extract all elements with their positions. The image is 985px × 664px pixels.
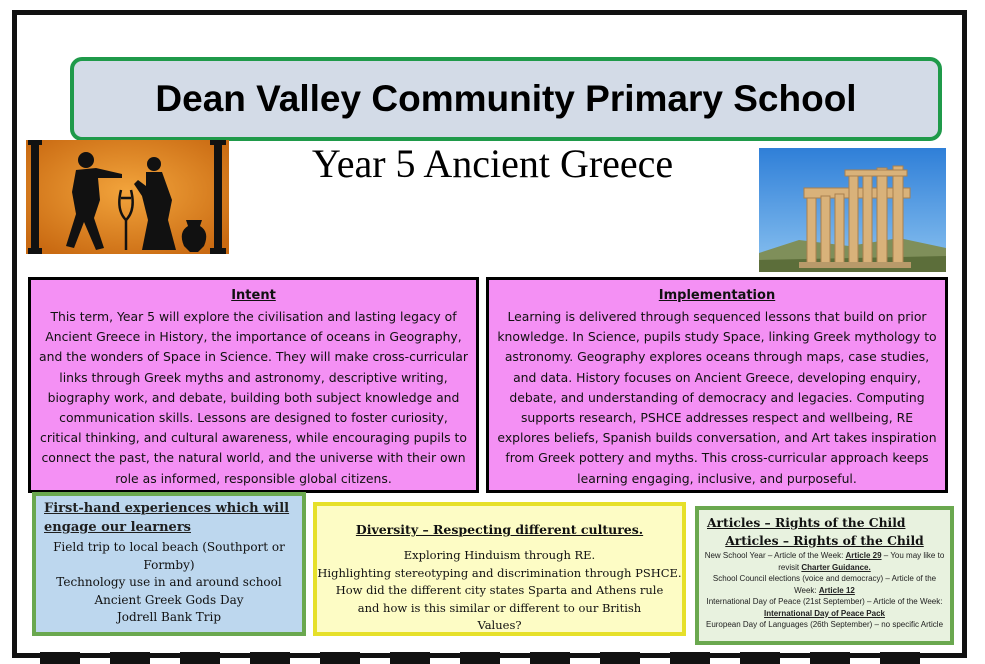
list-item: Jodrell Bank Trip (116, 610, 222, 624)
diversity-heading: Diversity – Respecting different cultures. (355, 522, 644, 537)
intent-body: This term, Year 5 will explore the civilisation and lasting legacy of Ancient Greece in History, the importance of oceans in Geography, and the wonders of Space in Science. They will make cross-curricular links through Greek myths and astronomy, descriptive writing, biography work, and debate, building both subject knowledge and communication skills. Lessons are designed to foster curiosity, critical thinking, and cultural awareness, while encouraging pupils to connect the past, the natural world, and the universe with their own role as informed, responsible global citizens. (39, 309, 468, 486)
article-text: New School Year – Article of the Week: (704, 551, 846, 560)
article-link[interactable]: International Day of Peace Pack (764, 608, 885, 618)
articles-heading: Articles – Rights of the Child (707, 515, 906, 530)
intent-panel (28, 277, 479, 493)
panel-clip (699, 633, 950, 641)
diversity-list (317, 547, 682, 635)
first-hand-heading-line1: First-hand experiences which will (44, 501, 290, 516)
article-text: – You may like to revisit (778, 551, 945, 572)
page-title: Year 5 Ancient Greece (311, 141, 674, 186)
article-text: European Day of Languages (26th September) – no specific Article (705, 620, 944, 629)
school-banner (70, 57, 942, 141)
articles-panel (695, 506, 954, 645)
list-item: Technology use in and around school (56, 575, 282, 589)
article-text: International Day of Peace (21st September) – Article of the Week: (706, 597, 943, 606)
articles-heading-repeat: Articles – Rights of the Child (725, 533, 924, 548)
article-line (699, 550, 950, 573)
first-hand-experiences-panel (32, 492, 306, 636)
first-hand-list (36, 539, 302, 627)
intent-heading: Intent (231, 288, 276, 303)
greek-pottery-image (26, 140, 229, 254)
article-line (699, 573, 950, 596)
list-item: Exploring Hinduism through RE. (403, 548, 596, 562)
list-item: How did the different city states Sparta and Athens rule and how is this similar or different to our British Values? (335, 583, 664, 632)
implementation-panel (486, 277, 948, 493)
list-item: Highlighting stereotyping and discrimination through PSHCE. (317, 565, 682, 580)
article-link[interactable]: Charter Guidance. (801, 562, 871, 572)
greek-temple-image (759, 148, 946, 272)
article-link[interactable]: Article 29 (845, 551, 882, 560)
implementation-body: Learning is delivered through sequenced lessons that build on prior knowledge. In Science, pupils study Space, linking Greek mythology to astronomy. Geography explores oceans through maps, case studies, and data. History focuses on Ancient Greece, developing enquiry, debate, and understanding of democracy and legacies. Computing supports research, PSHCE addresses respect and wellbeing, RE explores beliefs, Spanish builds conversation, and Art takes inspiration from Greek pottery and myths. This cross-curricular approach keeps learning engaging, inclusive, and purposeful. (497, 309, 937, 486)
article-text: School Council elections (voice and democracy) – Article of the Week: (712, 574, 937, 595)
school-name: Dean Valley Community Primary School (155, 78, 857, 119)
list-item: Ancient Greek Gods Day (94, 592, 244, 607)
list-item: Field trip to local beach (Southport or Formby) (53, 540, 285, 572)
implementation-heading: Implementation (658, 288, 776, 303)
first-hand-heading (36, 496, 302, 537)
first-hand-heading-line2: engage our learners (44, 520, 191, 535)
diversity-panel (313, 502, 686, 636)
frame-border-decoration (40, 652, 940, 664)
article-link[interactable]: Article 12 (818, 585, 855, 595)
article-line (699, 596, 950, 619)
